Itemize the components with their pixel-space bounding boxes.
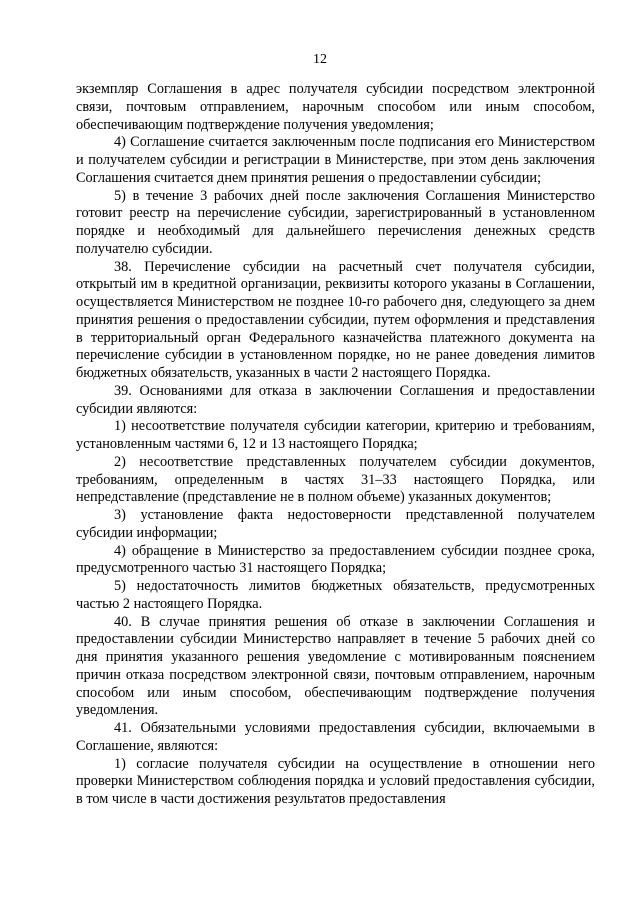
paragraph-39-item-4: 4) обращение в Министерство за предоставлением субсидии позднее срока, предусмотренного частью 31 настоящего Порядка; bbox=[76, 542, 595, 577]
paragraph-40: 40. В случае принятия решения об отказе в заключении Соглашения и предоставлении субсидии Министерство направляет в течение 5 рабочих дней со дня принятия указанного решения уведомление с мотивированным пояснением причин отказа посредством электронной связи, почтовым отправлением, нарочным способом или иным способом, обеспечивающим подтверждение получения уведомления. bbox=[76, 613, 595, 719]
paragraph-41-item-1: 1) согласие получателя субсидии на осуществление в отношении него проверки Министерством соблюдения порядка и условий предоставления субсидии, в том числе в части достижения результатов предоставления bbox=[76, 755, 595, 807]
paragraph-39-item-1: 1) несоответствие получателя субсидии категории, критерию и требованиям, установленным частями 6, 12 и 13 настоящего Порядка; bbox=[76, 418, 595, 452]
document-body bbox=[76, 81, 595, 809]
paragraph-item-5-registry: 5) в течение 3 рабочих дней после заключения Соглашения Министерство готовит реестр на перечисление субсидии, зарегистрированный в установленном порядке и необходимый для дальнейшего перечисления денежных средств получателю субсидии. bbox=[76, 187, 595, 257]
paragraph-39-item-3: 3) установление факта недостоверности представленной получателем субсидии информации; bbox=[76, 507, 595, 541]
paragraph-item-4-agreement-concluded: 4) Соглашение считается заключенным после подписания его Министерством и получателем субсидии и регистрации в Министерстве, при этом день заключения Соглашения считается днем принятия решения о предоставлении субсидии; bbox=[76, 134, 595, 186]
paragraph-38: 38. Перечисление субсидии на расчетный счет получателя субсидии, открытый им в кредитной организации, реквизиты которого указаны в Соглашении, осуществляется Министерством не позднее 10-го рабочего дня, следующего за днем принятия решения о предоставлении субсидии, путем оформления и представления в территориальный орган Федерального казначейства платежного документа на перечисление субсидии в установленном порядке, но не ранее доведения лимитов бюджетных обязательств, указанных в части 2 настоящего Порядка. bbox=[76, 258, 595, 381]
paragraph-39: 39. Основаниями для отказа в заключении Соглашения и предоставлении субсидии являются: bbox=[76, 382, 595, 417]
paragraph-41: 41. Обязательными условиями предоставления субсидии, включаемыми в Соглашение, являются: bbox=[76, 720, 595, 754]
page-number: 12 bbox=[313, 52, 327, 67]
paragraph-39-item-5: 5) недостаточность лимитов бюджетных обязательств, предусмотренных частью 2 настоящего Порядка. bbox=[76, 578, 595, 612]
paragraph-continuation: экземпляр Соглашения в адрес получателя субсидии посредством электронной связи, почтовым отправлением, нарочным способом или иным способом, обеспечивающим подтверждение получения уведомления; bbox=[76, 81, 595, 133]
paragraph-39-item-2: 2) несоответствие представленных получателем субсидии документов, требованиям, определенным в частях 31–33 настоящего Порядка, или непредставление (представление не в полном объеме) указанных документов; bbox=[76, 453, 595, 506]
